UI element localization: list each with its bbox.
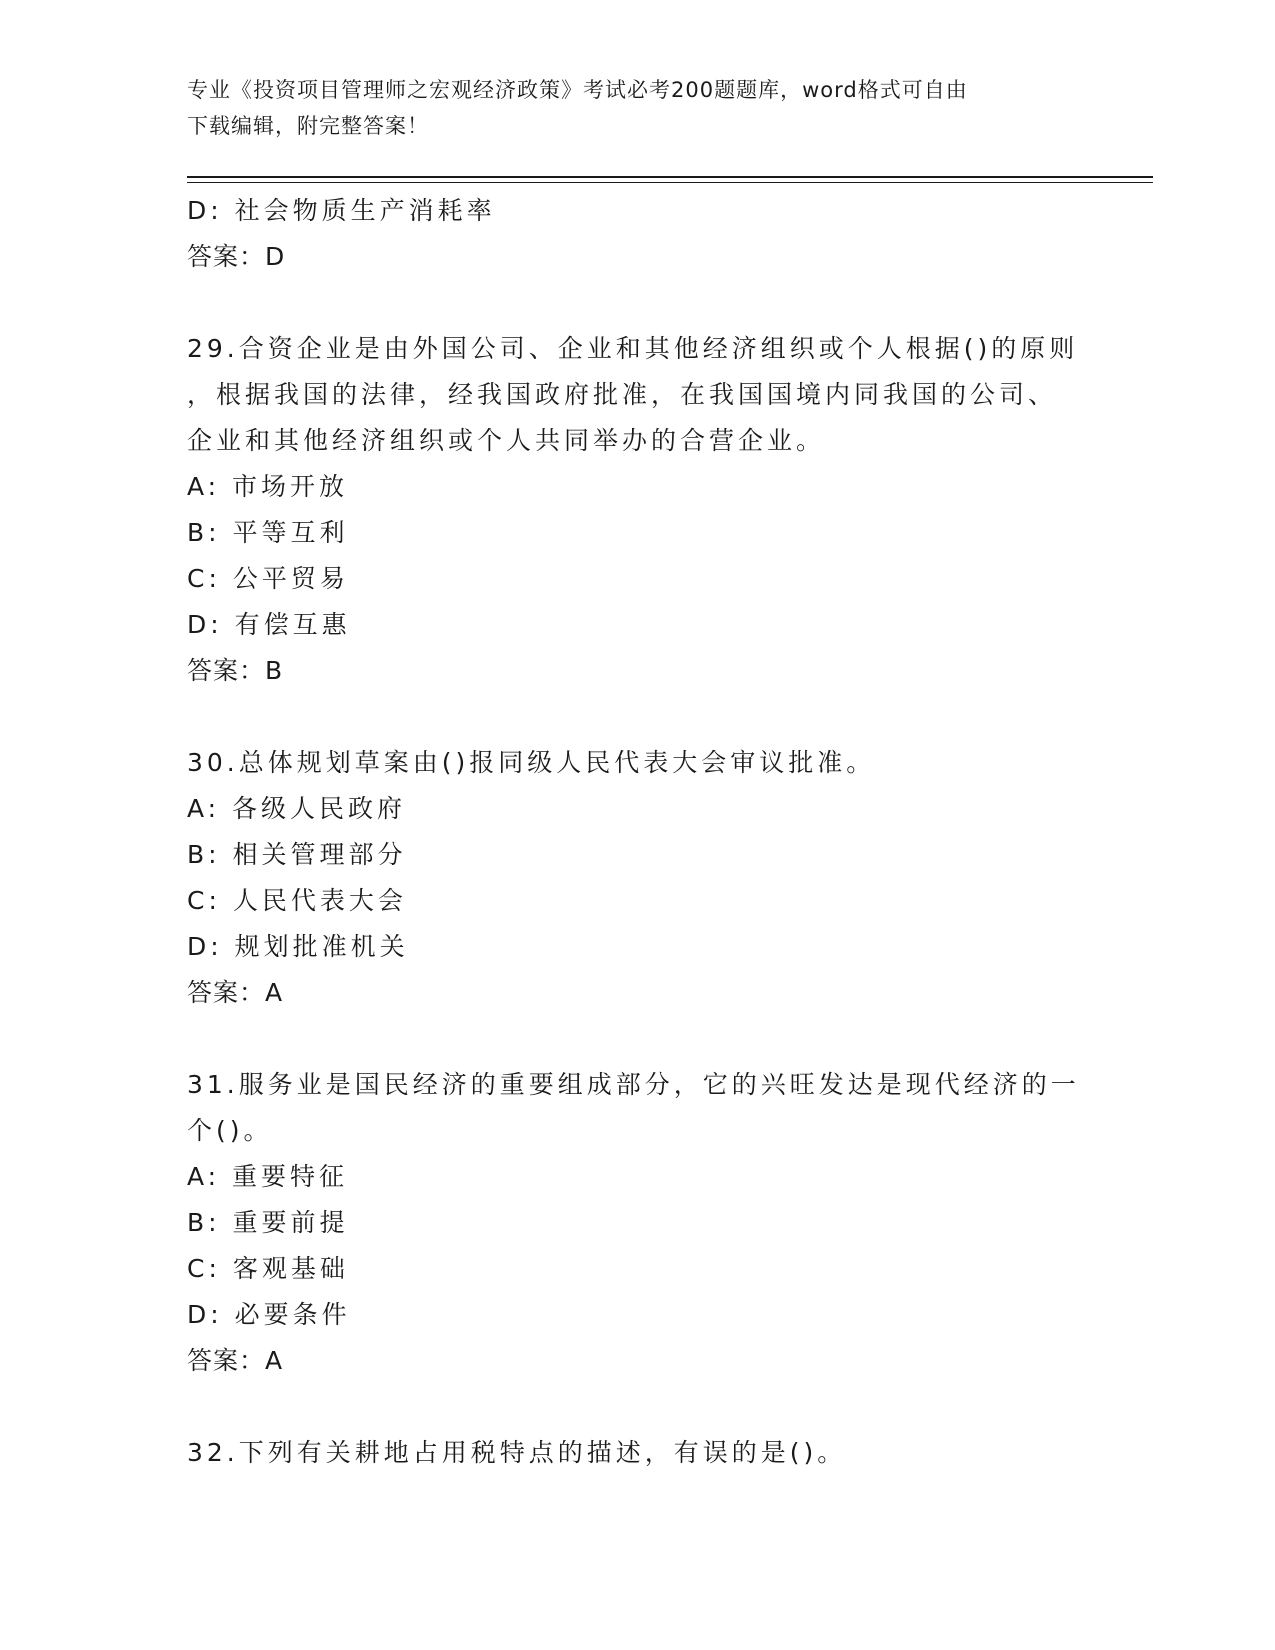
document-header bbox=[187, 72, 1087, 144]
header-line-1: 专业《投资项目管理师之宏观经济政策》考试必考200题题库，word格式可自由 bbox=[187, 78, 968, 102]
question-30 bbox=[187, 740, 1107, 1016]
option-a: A: 重要特征 bbox=[187, 1162, 349, 1191]
answer-line: 答案：A bbox=[187, 978, 284, 1007]
question-text: 31.服务业是国民经济的重要组成部分，它的兴旺发达是现代经济的一 bbox=[187, 1070, 1080, 1099]
question-text: 29.合资企业是由外国公司、企业和其他经济组织或个人根据()的原则 bbox=[187, 334, 1079, 363]
header-rule-thick bbox=[187, 176, 1153, 178]
option-a: A: 各级人民政府 bbox=[187, 794, 407, 823]
question-32 bbox=[187, 1430, 1107, 1476]
option-d: D: 有偿互惠 bbox=[187, 610, 351, 639]
option-d: D: 必要条件 bbox=[187, 1300, 351, 1329]
question-list bbox=[187, 188, 1107, 1476]
question-31 bbox=[187, 1062, 1107, 1384]
header-rule-thin bbox=[187, 182, 1153, 183]
spacer bbox=[187, 1384, 1107, 1430]
option-c: C: 人民代表大会 bbox=[187, 886, 407, 915]
question-29 bbox=[187, 326, 1107, 694]
question-text: 32.下列有关耕地占用税特点的描述，有误的是()。 bbox=[187, 1438, 847, 1467]
option-a: A: 市场开放 bbox=[187, 472, 349, 501]
header-line-2: 下载编辑，附完整答案！ bbox=[187, 114, 429, 138]
spacer bbox=[187, 694, 1107, 740]
question-text: 企业和其他经济组织或个人共同举办的合营企业。 bbox=[187, 426, 826, 455]
previous-question-tail bbox=[187, 188, 1107, 280]
option-c: C: 客观基础 bbox=[187, 1254, 349, 1283]
question-text: 个()。 bbox=[187, 1116, 273, 1145]
option-d: D: 社会物质生产消耗率 bbox=[187, 196, 496, 225]
answer-line: 答案：D bbox=[187, 242, 286, 271]
option-b: B: 平等互利 bbox=[187, 518, 349, 547]
spacer bbox=[187, 280, 1107, 326]
option-b: B: 相关管理部分 bbox=[187, 840, 407, 869]
question-text: 30.总体规划草案由()报同级人民代表大会审议批准。 bbox=[187, 748, 876, 777]
option-c: C: 公平贸易 bbox=[187, 564, 349, 593]
option-d: D: 规划批准机关 bbox=[187, 932, 409, 961]
option-b: B: 重要前提 bbox=[187, 1208, 349, 1237]
question-text: ，根据我国的法律，经我国政府批准，在我国国境内同我国的公司、 bbox=[187, 380, 1058, 409]
spacer bbox=[187, 1016, 1107, 1062]
answer-line: 答案：B bbox=[187, 656, 284, 685]
answer-line: 答案：A bbox=[187, 1346, 284, 1375]
